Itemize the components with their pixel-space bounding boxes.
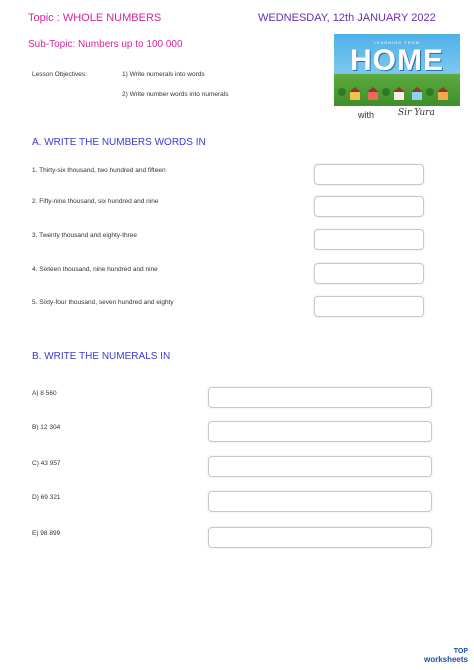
tree-icon — [382, 88, 390, 96]
house-icon — [394, 92, 404, 100]
question-a2: 2. Fifty-nine thousand, six hundred and nine — [32, 198, 159, 205]
question-a4: 4. Sixteen thousand, nine hundred and nine — [32, 266, 158, 273]
house-icon — [368, 92, 378, 100]
answer-field-a2[interactable] — [314, 196, 424, 217]
answer-field-a1[interactable] — [314, 164, 424, 185]
answer-field-b5[interactable] — [208, 527, 432, 548]
answer-field-a4[interactable] — [314, 263, 424, 284]
banner-with-text: with — [358, 110, 375, 120]
topic-title: Topic : WHOLE NUMBERS — [28, 12, 162, 24]
answer-field-b3[interactable] — [208, 456, 432, 477]
house-icon — [412, 92, 422, 100]
tree-icon — [338, 88, 346, 96]
question-b1: A) 8 560 — [32, 390, 57, 397]
banner-tagline: LEARNING FROM — [373, 40, 421, 45]
question-a5: 5. Sixty-four thousand, seven hundred and eighty — [32, 299, 174, 306]
section-b-title: B. WRITE THE NUMERALS IN — [32, 351, 171, 362]
objective-item-1: 1) Write numerals into words — [122, 71, 205, 78]
question-b3: C) 43 957 — [32, 460, 61, 467]
logo-bottom-text: worksheets — [423, 655, 468, 664]
question-b5: E) 98 899 — [32, 530, 61, 537]
answer-field-a3[interactable] — [314, 229, 424, 250]
subtopic-title: Sub-Topic: Numbers up to 100 000 — [28, 39, 183, 50]
logo-top-text: TOP — [453, 648, 468, 655]
question-b4: D) 69 321 — [32, 494, 61, 501]
question-a1: 1. Thirty-six thousand, two hundred and fifteen — [32, 167, 166, 174]
section-a-title: A. WRITE THE NUMBERS WORDS IN — [32, 137, 206, 148]
learning-from-home-banner — [334, 34, 460, 106]
answer-field-b2[interactable] — [208, 421, 432, 442]
answer-field-b1[interactable] — [208, 387, 432, 408]
house-icon — [438, 92, 448, 100]
banner-headline: HOME — [350, 44, 444, 77]
teacher-name: Sir Yura — [398, 108, 435, 118]
answer-field-b4[interactable] — [208, 491, 432, 512]
objectives-label: Lesson Objectives: — [32, 71, 87, 78]
tree-icon — [426, 88, 434, 96]
house-icon — [350, 92, 360, 100]
question-a3: 3. Twenty thousand and eighty-three — [32, 232, 138, 239]
date-heading: WEDNESDAY, 12th JANUARY 2022 — [258, 12, 436, 24]
objective-item-2: 2) Write number words into numerals — [122, 91, 229, 98]
topworksheets-logo[interactable] — [416, 648, 468, 664]
answer-field-a5[interactable] — [314, 296, 424, 317]
question-b2: B) 12 304 — [32, 424, 61, 431]
